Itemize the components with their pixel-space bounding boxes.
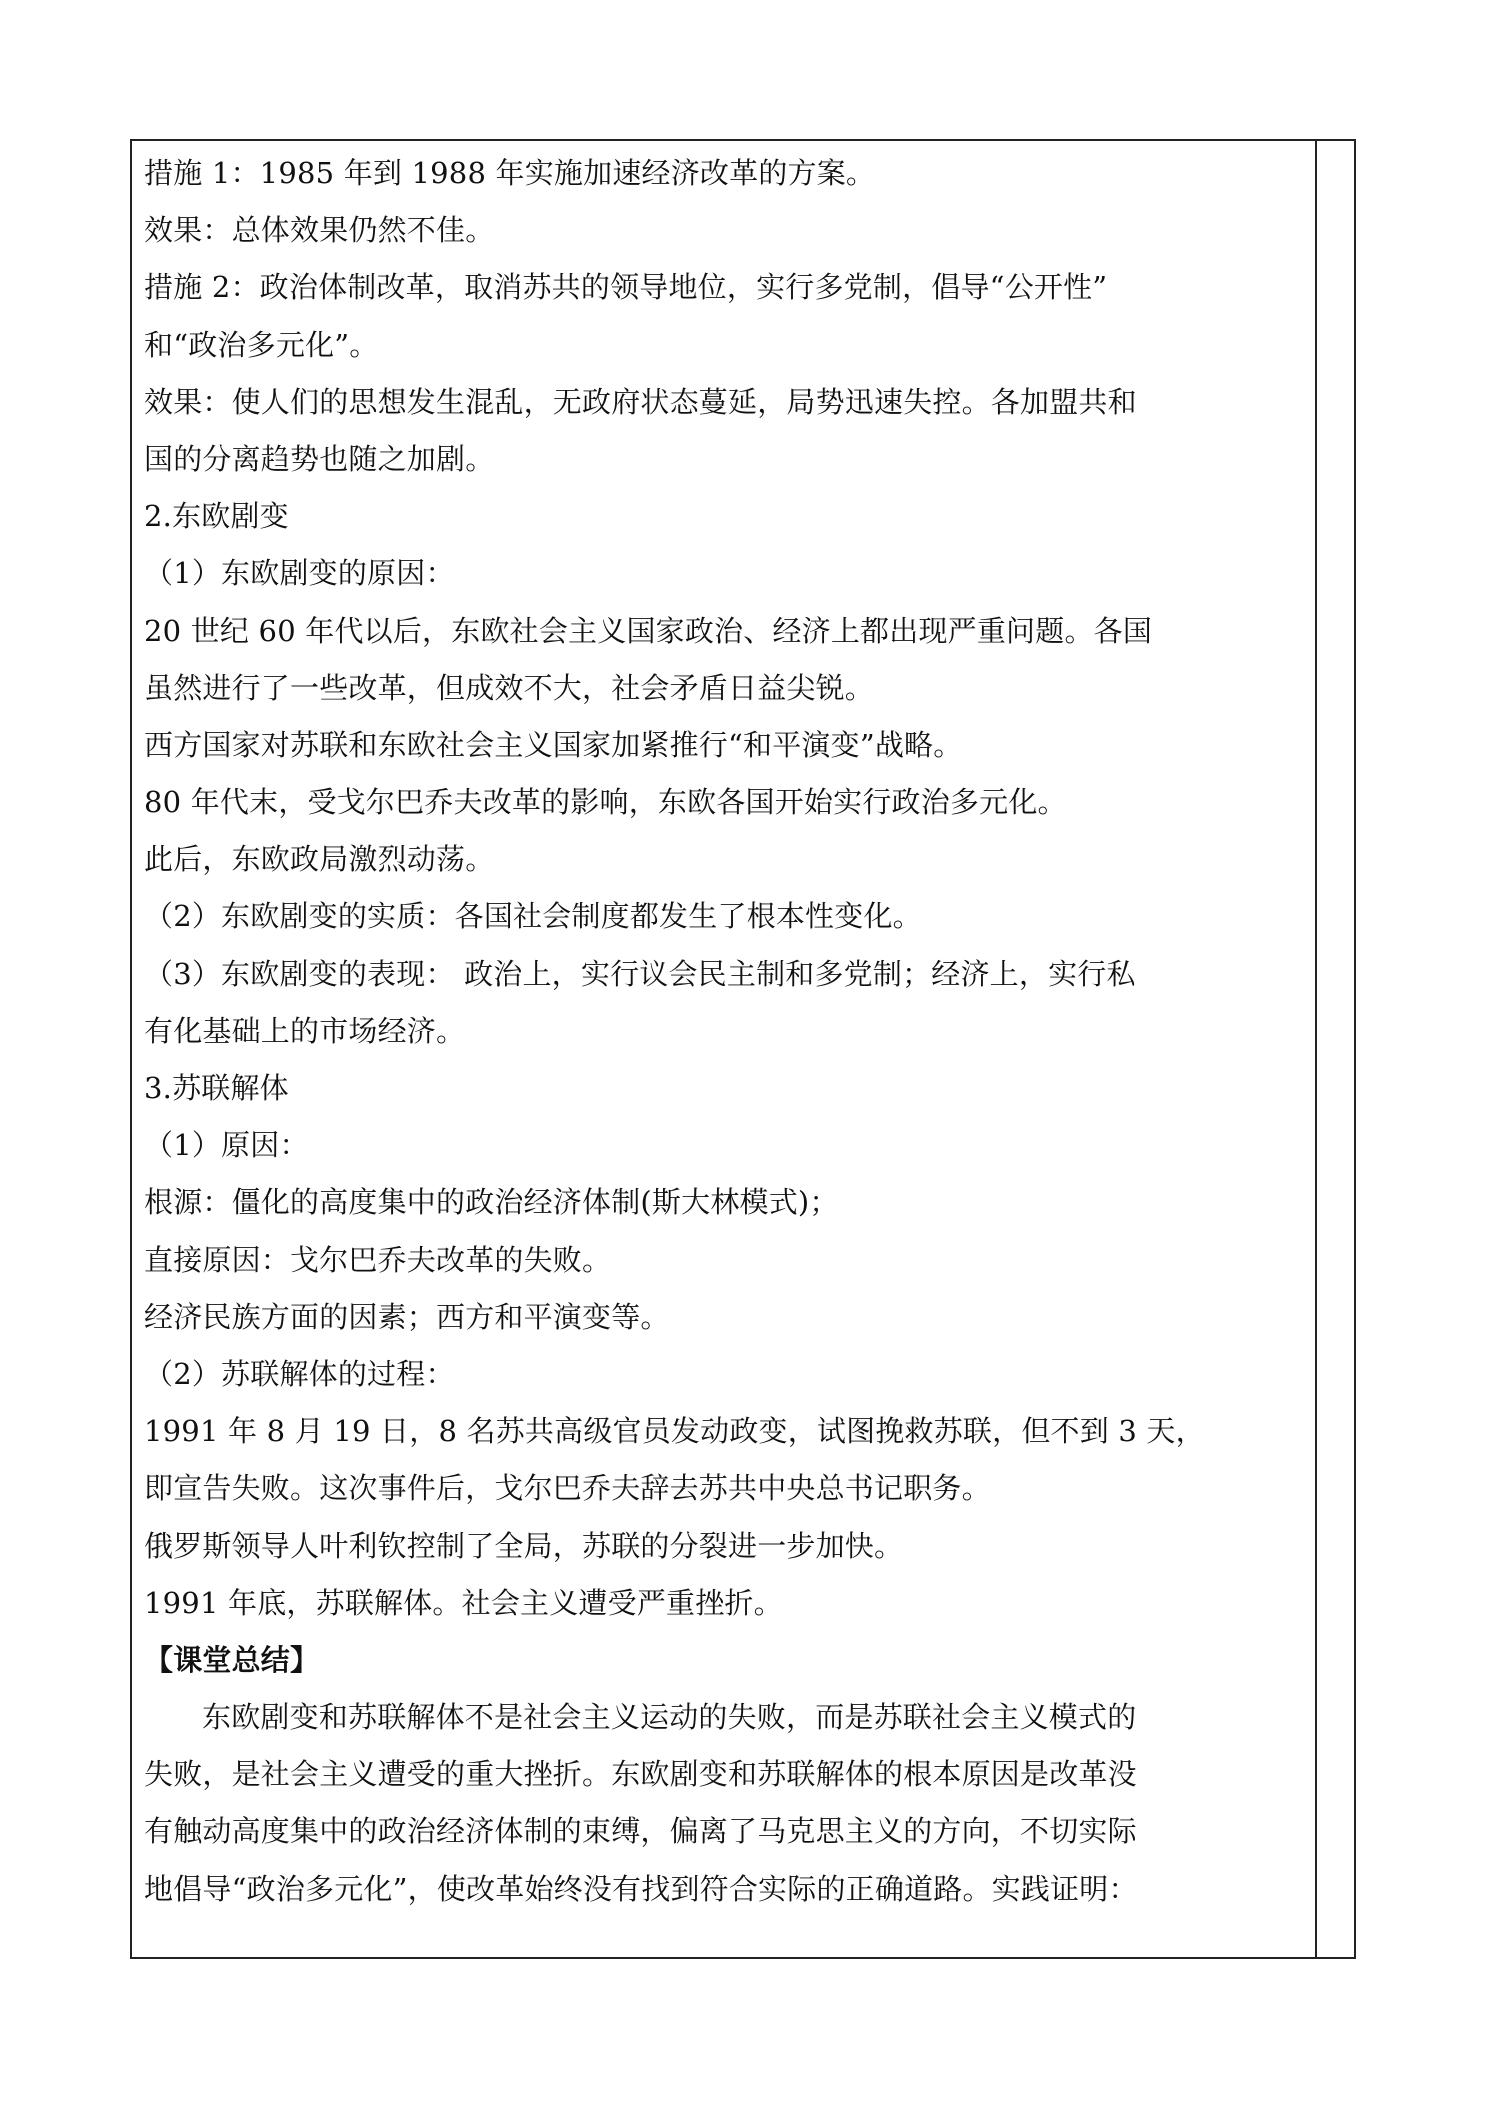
text-line: 80 年代末，受戈尔巴乔夫改革的影响，东欧各国开始实行政治多元化。: [144, 785, 1067, 820]
text-line: 1991 年底，苏联解体。社会主义遭受严重挫折。: [144, 1585, 783, 1620]
text-line: 直接原因：戈尔巴乔夫改革的失败。: [144, 1242, 612, 1277]
text-line: 2.东欧剧变: [144, 499, 289, 534]
text-line: 根源：僵化的高度集中的政治经济体制(斯大林模式)；: [144, 1185, 839, 1220]
text-line: 国的分离趋势也随之加剧。: [144, 441, 495, 476]
text-line: 失败，是社会主义遭受的重大挫折。东欧剧变和苏联解体的根本原因是改革没: [144, 1757, 1137, 1792]
section-heading: 【课堂总结】: [144, 1642, 320, 1677]
text-line: 俄罗斯领导人叶利钦控制了全局，苏联的分裂进一步加快。: [144, 1528, 904, 1563]
text-line: 经济民族方面的因素；西方和平演变等。: [144, 1299, 670, 1334]
content-table: [130, 139, 1356, 1959]
text-line: 1991 年 8 月 19 日，8 名苏共高级官员发动政变，试图挽救苏联，但不到 3 天，: [144, 1414, 1205, 1449]
text-line: 20 世纪 60 年代以后，东欧社会主义国家政治、经济上都出现严重问题。各国: [144, 613, 1153, 648]
text-line: 地倡导“政治多元化”，使改革始终没有找到符合实际的正确道路。实践证明：: [144, 1871, 1138, 1906]
text-line: （3）东欧剧变的表现： 政治上，实行议会民主制和多党制；经济上，实行私: [144, 956, 1136, 991]
text-line: （2）苏联解体的过程：: [144, 1356, 455, 1391]
text-line: 虽然进行了一些改革，但成效不大，社会矛盾日益尖锐。: [144, 670, 875, 705]
text-line: 即宣告失败。这次事件后，戈尔巴乔夫辞去苏共中央总书记职务。: [144, 1471, 991, 1506]
text-line: （1）东欧剧变的原因：: [144, 556, 455, 591]
notes-cell: [1317, 141, 1354, 1957]
text-line: 措施 1：1985 年到 1988 年实施加速经济改革的方案。: [144, 156, 876, 190]
text-line: 西方国家对苏联和东欧社会主义国家加紧推行“和平演变”战略。: [144, 727, 963, 762]
text-line: 此后，东欧政局激烈动荡。: [144, 842, 495, 877]
main-content-cell: [144, 145, 1304, 1953]
text-line: 3.苏联解体: [144, 1071, 289, 1105]
text-line: 东欧剧变和苏联解体不是社会主义运动的失败，而是苏联社会主义模式的: [202, 1700, 1137, 1735]
text-line: 有触动高度集中的政治经济体制的束缚，偏离了马克思主义的方向，不切实际: [144, 1814, 1137, 1849]
text-line: 效果：总体效果仍然不佳。: [144, 213, 495, 248]
text-line: 有化基础上的市场经济。: [144, 1013, 466, 1048]
text-line: （1）原因：: [144, 1128, 309, 1163]
text-line: 效果：使人们的思想发生混乱，无政府状态蔓延，局势迅速失控。各加盟共和: [144, 384, 1137, 419]
text-line: 和“政治多元化”。: [144, 327, 379, 362]
text-line: 措施 2：政治体制改革，取消苏共的领导地位，实行多党制，倡导“公开性”: [144, 270, 1108, 305]
text-line: （2）东欧剧变的实质：各国社会制度都发生了根本性变化。: [144, 899, 922, 934]
